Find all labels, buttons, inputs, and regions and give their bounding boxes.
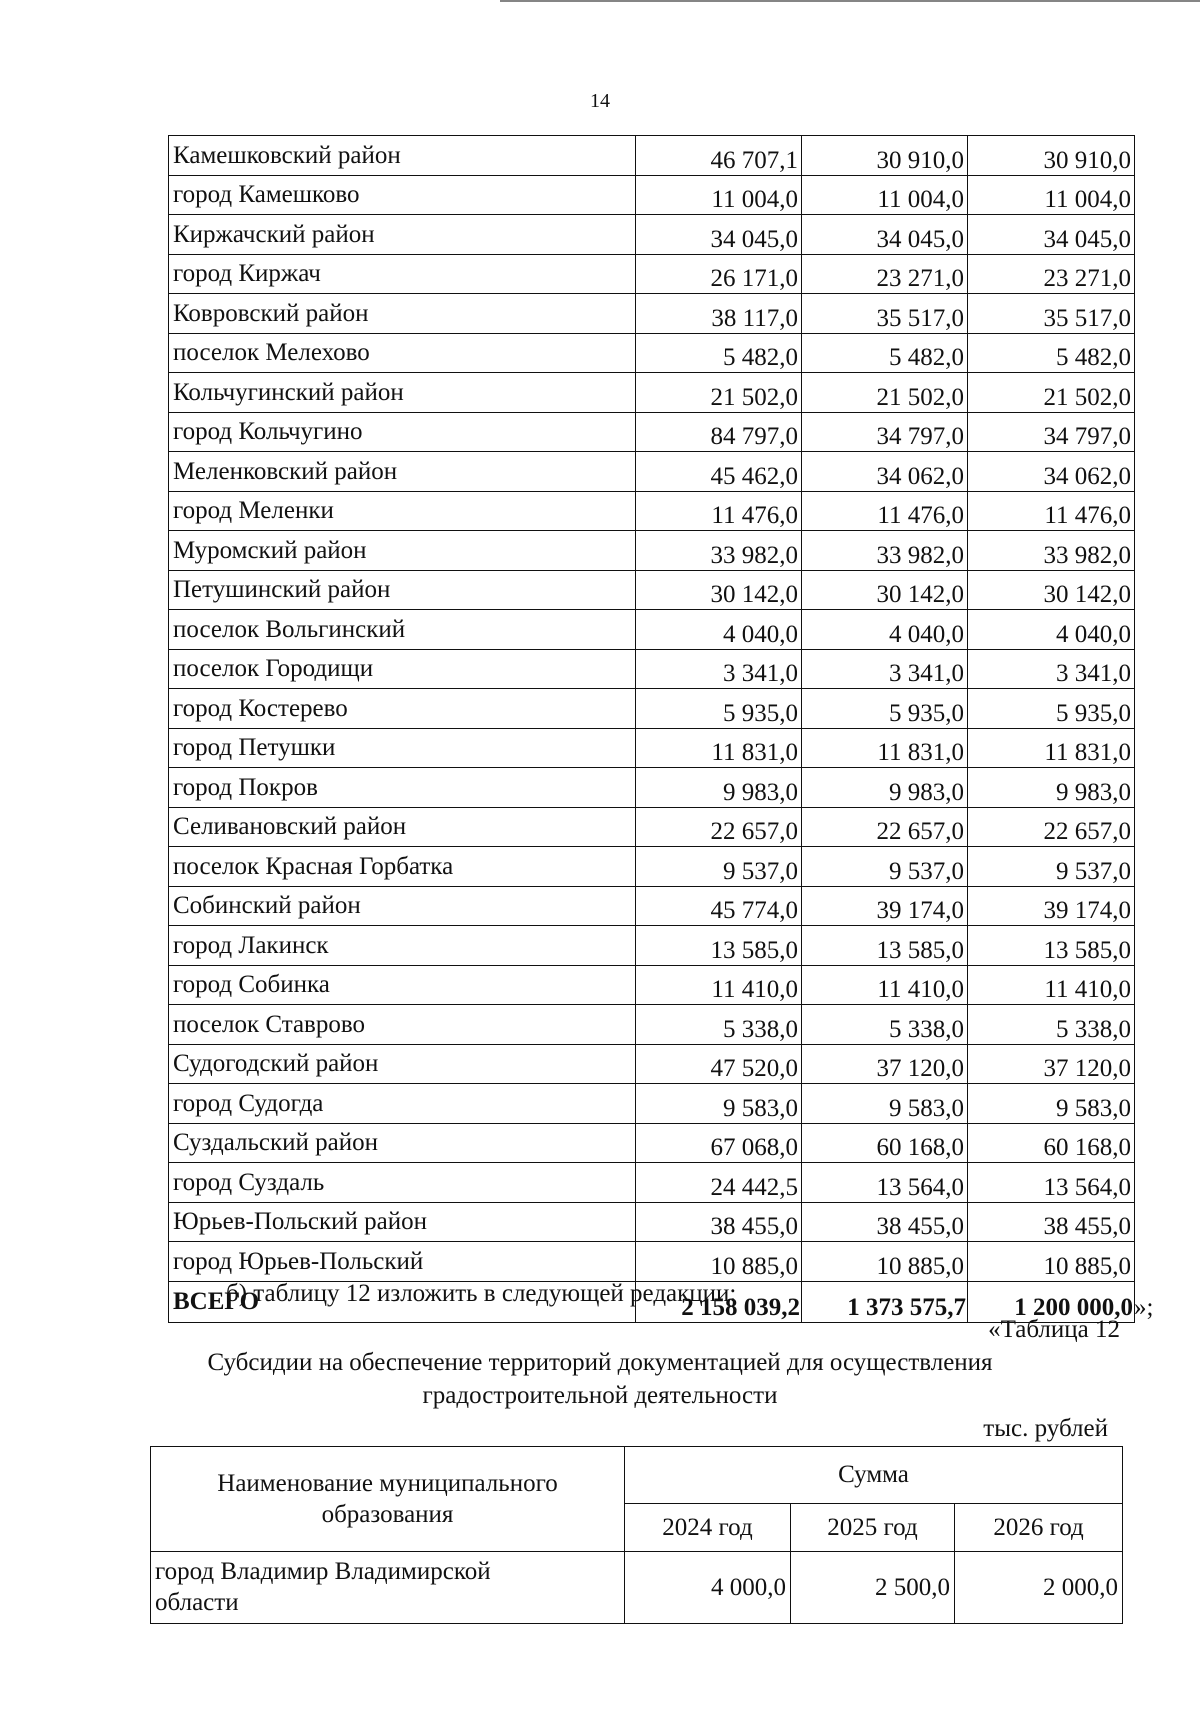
row-name: поселок Вольгинский: [169, 610, 636, 650]
row-value-2025: 30 142,0: [802, 570, 968, 610]
row-value-2025: 11 831,0: [802, 728, 968, 768]
row-value-2025: 13 564,0: [802, 1163, 968, 1203]
row-value-2024: 4 040,0: [636, 610, 802, 650]
row-value-2026: 35 517,0: [968, 294, 1135, 334]
header-year-2025: 2025 год: [791, 1503, 955, 1551]
row-value-2026: 34 045,0: [968, 215, 1135, 255]
row-value-2024: 47 520,0: [636, 1044, 802, 1084]
row-value-2024: 4 000,0: [625, 1552, 791, 1624]
row-name: город Кольчугино: [169, 412, 636, 452]
row-value-2024: 38 117,0: [636, 294, 802, 334]
row-value-2024: 5 338,0: [636, 1005, 802, 1045]
row-value-2025: 37 120,0: [802, 1044, 968, 1084]
table-row: [169, 1163, 1135, 1203]
table-row: [169, 1005, 1135, 1045]
table12-units: тыс. рублей: [983, 1415, 1108, 1442]
row-value-2024: 10 885,0: [636, 1242, 802, 1282]
row-value-2024: 5 482,0: [636, 333, 802, 373]
row-value-2026: 21 502,0: [968, 373, 1135, 413]
row-name: поселок Красная Горбатка: [169, 847, 636, 887]
table-12: [150, 1446, 1123, 1624]
table-row: [169, 926, 1135, 966]
row-value-2026: 30 910,0: [968, 136, 1135, 176]
row-value-2025: 60 168,0: [802, 1123, 968, 1163]
total-label: ВСЕГО: [169, 1281, 636, 1322]
row-name: город Киржач: [169, 254, 636, 294]
row-value-2026: 34 797,0: [968, 412, 1135, 452]
row-value-2024: 67 068,0: [636, 1123, 802, 1163]
row-value-2026: 11 476,0: [968, 491, 1135, 531]
table-row: [151, 1552, 1123, 1624]
row-name: Муромский район: [169, 531, 636, 571]
table12-title-line1: Субсидии на обеспечение территорий документацией для осуществления: [207, 1349, 993, 1376]
row-value-2024: 24 442,5: [636, 1163, 802, 1203]
header-name-line1: Наименование муниципального: [217, 1469, 558, 1497]
table-row: [169, 689, 1135, 729]
row-name: Меленковский район: [169, 452, 636, 492]
row-value-2025: 34 062,0: [802, 452, 968, 492]
row-value-2025: 4 040,0: [802, 610, 968, 650]
row-value-2025: 2 500,0: [791, 1552, 955, 1624]
row-value-2024: 9 983,0: [636, 768, 802, 808]
table-row: [169, 452, 1135, 492]
row-value-2025: 39 174,0: [802, 886, 968, 926]
row-value-2025: 5 338,0: [802, 1005, 968, 1045]
table-row: [169, 294, 1135, 334]
row-value-2024: 5 935,0: [636, 689, 802, 729]
row-value-2026: 23 271,0: [968, 254, 1135, 294]
table12-label: «Таблица 12: [988, 1316, 1120, 1343]
row-value-2025: 11 410,0: [802, 965, 968, 1005]
row-value-2025: 9 537,0: [802, 847, 968, 887]
row-name: Юрьев-Польский район: [169, 1202, 636, 1242]
row-name: город Меленки: [169, 491, 636, 531]
row-value-2025: 34 045,0: [802, 215, 968, 255]
row-name: город Петушки: [169, 728, 636, 768]
row-name-line1: город Владимир Владимирской: [155, 1558, 491, 1585]
row-value-2025: 11 476,0: [802, 491, 968, 531]
row-value-2024: 34 045,0: [636, 215, 802, 255]
row-value-2024: 21 502,0: [636, 373, 802, 413]
row-value-2025: 22 657,0: [802, 807, 968, 847]
row-value-2025: 34 797,0: [802, 412, 968, 452]
row-name: город Покров: [169, 768, 636, 808]
table-row: [169, 1044, 1135, 1084]
row-name: город Юрьев-Польский: [169, 1242, 636, 1282]
row-value-2025: 5 935,0: [802, 689, 968, 729]
table-row: [169, 412, 1135, 452]
table-row: [169, 847, 1135, 887]
header-name-line2: образования: [321, 1501, 454, 1528]
row-value-2025: 38 455,0: [802, 1202, 968, 1242]
table-row: [169, 768, 1135, 808]
row-value-2024: 9 537,0: [636, 847, 802, 887]
row-value-2024: 46 707,1: [636, 136, 802, 176]
table-row: [169, 1123, 1135, 1163]
total-value-2024: 2 158 039,2: [636, 1281, 802, 1322]
table-row: [169, 610, 1135, 650]
row-value-2024: 33 982,0: [636, 531, 802, 571]
row-name: поселок Ставрово: [169, 1005, 636, 1045]
row-name: город Камешково: [169, 175, 636, 215]
table-row: [169, 175, 1135, 215]
scan-edge-line: [500, 0, 1200, 2]
row-value-2024: 13 585,0: [636, 926, 802, 966]
row-value-2026: 37 120,0: [968, 1044, 1135, 1084]
row-value-2026: 11 410,0: [968, 965, 1135, 1005]
row-name: Суздальский район: [169, 1123, 636, 1163]
row-name: Ковровский район: [169, 294, 636, 334]
header-year-2024: 2024 год: [625, 1503, 791, 1551]
header-name-cell: [151, 1447, 625, 1552]
row-value-2024: 11 410,0: [636, 965, 802, 1005]
row-value-2025: 21 502,0: [802, 373, 968, 413]
table-row: [169, 333, 1135, 373]
row-value-2026: 5 482,0: [968, 333, 1135, 373]
row-value-2025: 11 004,0: [802, 175, 968, 215]
row-name: Собинский район: [169, 886, 636, 926]
row-value-2026: 5 935,0: [968, 689, 1135, 729]
row-value-2024: 11 476,0: [636, 491, 802, 531]
row-value-2025: 13 585,0: [802, 926, 968, 966]
row-name: Судогодский район: [169, 1044, 636, 1084]
page-number: 14: [590, 90, 610, 112]
row-name-line2: области: [155, 1589, 239, 1617]
row-value-2024: 26 171,0: [636, 254, 802, 294]
table-row: [169, 531, 1135, 571]
table-row: [169, 728, 1135, 768]
row-value-2026: 33 982,0: [968, 531, 1135, 571]
row-name: поселок Городищи: [169, 649, 636, 689]
table12-title-line2: градостроительной деятельности: [422, 1382, 778, 1409]
subsidy-table: [168, 135, 1154, 1323]
header-year-2026: 2026 год: [955, 1503, 1123, 1551]
row-value-2024: 84 797,0: [636, 412, 802, 452]
table-row: [169, 1084, 1135, 1124]
row-value-2026: 39 174,0: [968, 886, 1135, 926]
row-name: Камешковский район: [169, 136, 636, 176]
row-value-2024: 45 462,0: [636, 452, 802, 492]
row-value-2026: 22 657,0: [968, 807, 1135, 847]
row-value-2025: 30 910,0: [802, 136, 968, 176]
table-row: [169, 965, 1135, 1005]
table-row: [169, 570, 1135, 610]
row-value-2025: 9 583,0: [802, 1084, 968, 1124]
row-value-2026: 34 062,0: [968, 452, 1135, 492]
row-value-2024: 11 831,0: [636, 728, 802, 768]
table-row: [169, 649, 1135, 689]
total-value-2026: 1 200 000,0: [1014, 1293, 1133, 1321]
row-value-2026: 13 585,0: [968, 926, 1135, 966]
row-value-2026: 60 168,0: [968, 1123, 1135, 1163]
total-value-2025: 1 373 575,7: [802, 1281, 968, 1322]
row-value-2026: 10 885,0: [968, 1242, 1135, 1282]
row-value-2025: 10 885,0: [802, 1242, 968, 1282]
row-name: Киржачский район: [169, 215, 636, 255]
row-name: поселок Мелехово: [169, 333, 636, 373]
row-value-2026: 13 564,0: [968, 1163, 1135, 1203]
table-row: [169, 136, 1135, 176]
table-row: [169, 373, 1135, 413]
table-row: [169, 807, 1135, 847]
row-value-2025: 5 482,0: [802, 333, 968, 373]
row-name: город Лакинск: [169, 926, 636, 966]
row-name: город Костерево: [169, 689, 636, 729]
row-value-2026: 3 341,0: [968, 649, 1135, 689]
table-row: [169, 1242, 1135, 1282]
row-value-2026: 5 338,0: [968, 1005, 1135, 1045]
row-value-2024: 9 583,0: [636, 1084, 802, 1124]
row-value-2025: 3 341,0: [802, 649, 968, 689]
row-name: город Суздаль: [169, 1163, 636, 1203]
instruction-line: б) таблицу 12 изложить в следующей редакции:: [226, 1280, 737, 1307]
row-value-2024: 38 455,0: [636, 1202, 802, 1242]
row-value-2025: 9 983,0: [802, 768, 968, 808]
row-name: Кольчугинский район: [169, 373, 636, 413]
row-name: город Судогда: [169, 1084, 636, 1124]
row-value-2026: 11 004,0: [968, 175, 1135, 215]
row-name: Селивановский район: [169, 807, 636, 847]
row-value-2026: 9 537,0: [968, 847, 1135, 887]
row-value-2025: 33 982,0: [802, 531, 968, 571]
row-value-2024: 22 657,0: [636, 807, 802, 847]
row-value-2024: 3 341,0: [636, 649, 802, 689]
row-name: город Собинка: [169, 965, 636, 1005]
row-value-2024: 30 142,0: [636, 570, 802, 610]
row-value-2025: 23 271,0: [802, 254, 968, 294]
row-value-2025: 35 517,0: [802, 294, 968, 334]
row-value-2026: 38 455,0: [968, 1202, 1135, 1242]
row-value-2026: 11 831,0: [968, 728, 1135, 768]
row-name: Петушинский район: [169, 570, 636, 610]
row-value-2026: 2 000,0: [955, 1552, 1123, 1624]
row-name-cell: [151, 1552, 625, 1624]
row-value-2026: 9 583,0: [968, 1084, 1135, 1124]
row-value-2026: 9 983,0: [968, 768, 1135, 808]
row-value-2024: 45 774,0: [636, 886, 802, 926]
table-row: [169, 215, 1135, 255]
table-row: [169, 491, 1135, 531]
table-row: [169, 254, 1135, 294]
row-value-2026: 4 040,0: [968, 610, 1135, 650]
table-row: [169, 1202, 1135, 1242]
table-row: [169, 886, 1135, 926]
row-value-2026: 30 142,0: [968, 570, 1135, 610]
row-value-2024: 11 004,0: [636, 175, 802, 215]
header-sum: Сумма: [625, 1447, 1123, 1504]
closing-quote: »;: [1134, 1293, 1154, 1321]
